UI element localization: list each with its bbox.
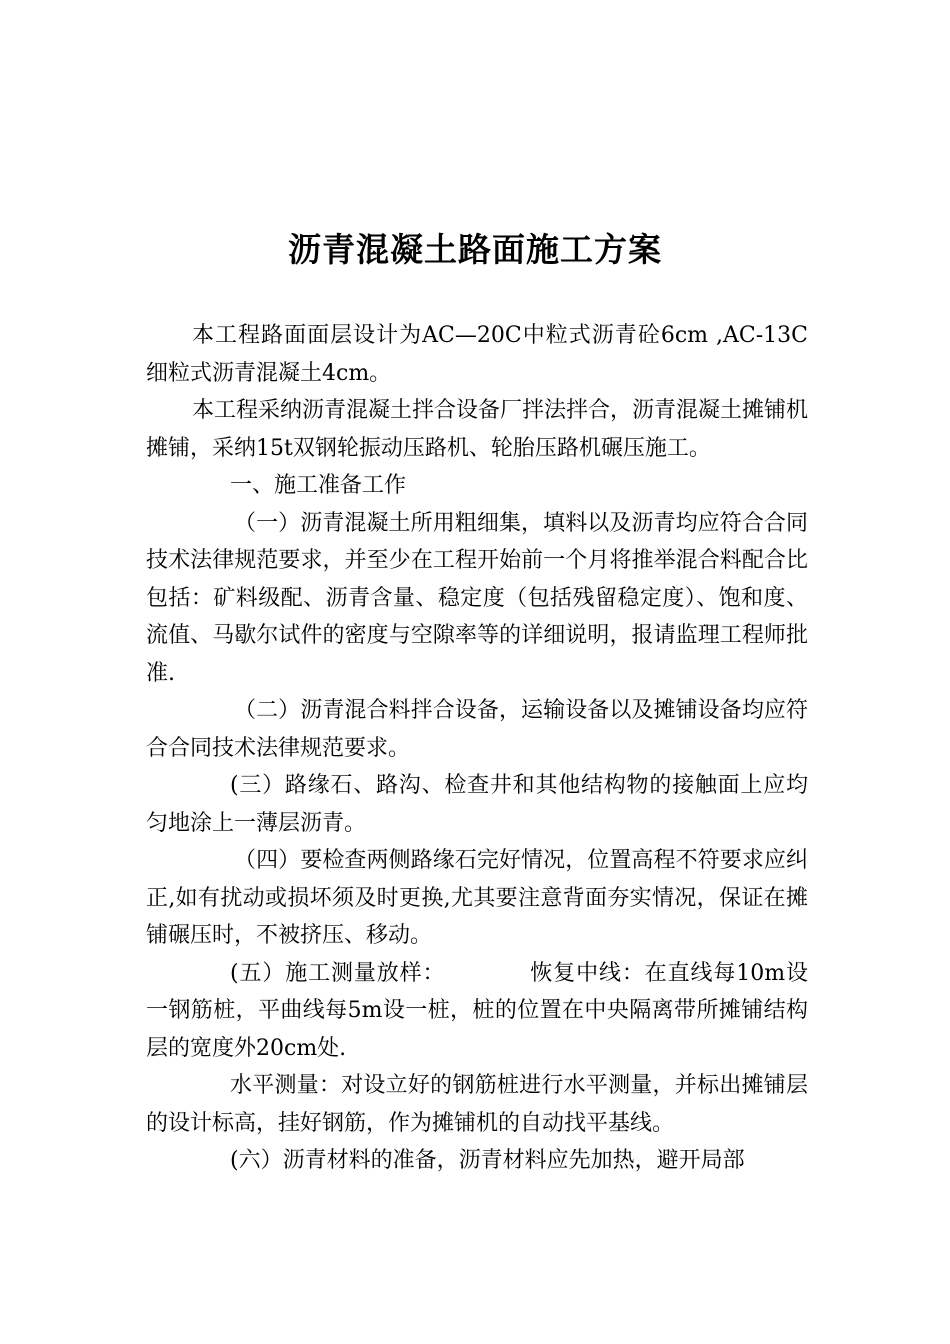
document-title: 沥青混凝土路面施工方案	[288, 230, 662, 269]
paragraph-item-2: （二）沥青混合料拌合设备，运输设备以及摊铺设备均应符合合同技术法律规范要求。	[146, 698, 808, 761]
paragraph-item-5	[146, 955, 808, 1068]
section-heading-preparation: 一、施工准备工作	[230, 473, 407, 498]
paragraph-method: 本工程采纳沥青混凝土拌合设备厂拌法拌合，沥青混凝土摊铺机摊铺，采纳15t双钢轮振动压路机、轮胎压路机碾压施工。	[146, 398, 809, 461]
item-5-heading: (五）施工测量放样：	[230, 960, 446, 986]
document-body	[146, 317, 808, 1180]
item-5-body: 恢复中线：在直线每10m设一钢筋桩，平曲线每5m设一桩，桩的位置在中央隔离带所摊铺结构层的宽度外20cm处.	[146, 960, 808, 1061]
paragraph-item-4: （四）要检查两侧路缘石完好情况，位置高程不符要求应纠正,如有扰动或损坏须及时更换,尤其要注意背面夯实情况，保证在摊铺碾压时，不被挤压、移动。	[146, 848, 808, 948]
paragraph-design: 本工程路面面层设计为AC—20C中粒式沥青砼6cm ,AC-13C细粒式沥青混凝土4cm。	[146, 323, 808, 386]
paragraph-item-1: （一）沥青混凝土所用粗细集，填料以及沥青均应符合合同技术法律规范要求，并至少在工程开始前一个月将推举混合料配合比包括：矿料级配、沥青含量、稳定度（包括残留稳定度）、饱和度、流值、马歇尔试件的密度与空隙率等的详细说明，报请监理工程师批准.	[146, 510, 808, 686]
paragraph-level-survey: 水平测量：对设立好的钢筋桩进行水平测量，并标出摊铺层的设计标高，挂好钢筋，作为摊铺机的自动找平基线。	[146, 1073, 808, 1136]
paragraph-item-6: (六）沥青材料的准备，沥青材料应先加热，避开局部	[230, 1148, 745, 1173]
paragraph-item-3: (三）路缘石、路沟、检查井和其他结构物的接触面上应均匀地涂上一薄层沥青。	[146, 773, 808, 836]
